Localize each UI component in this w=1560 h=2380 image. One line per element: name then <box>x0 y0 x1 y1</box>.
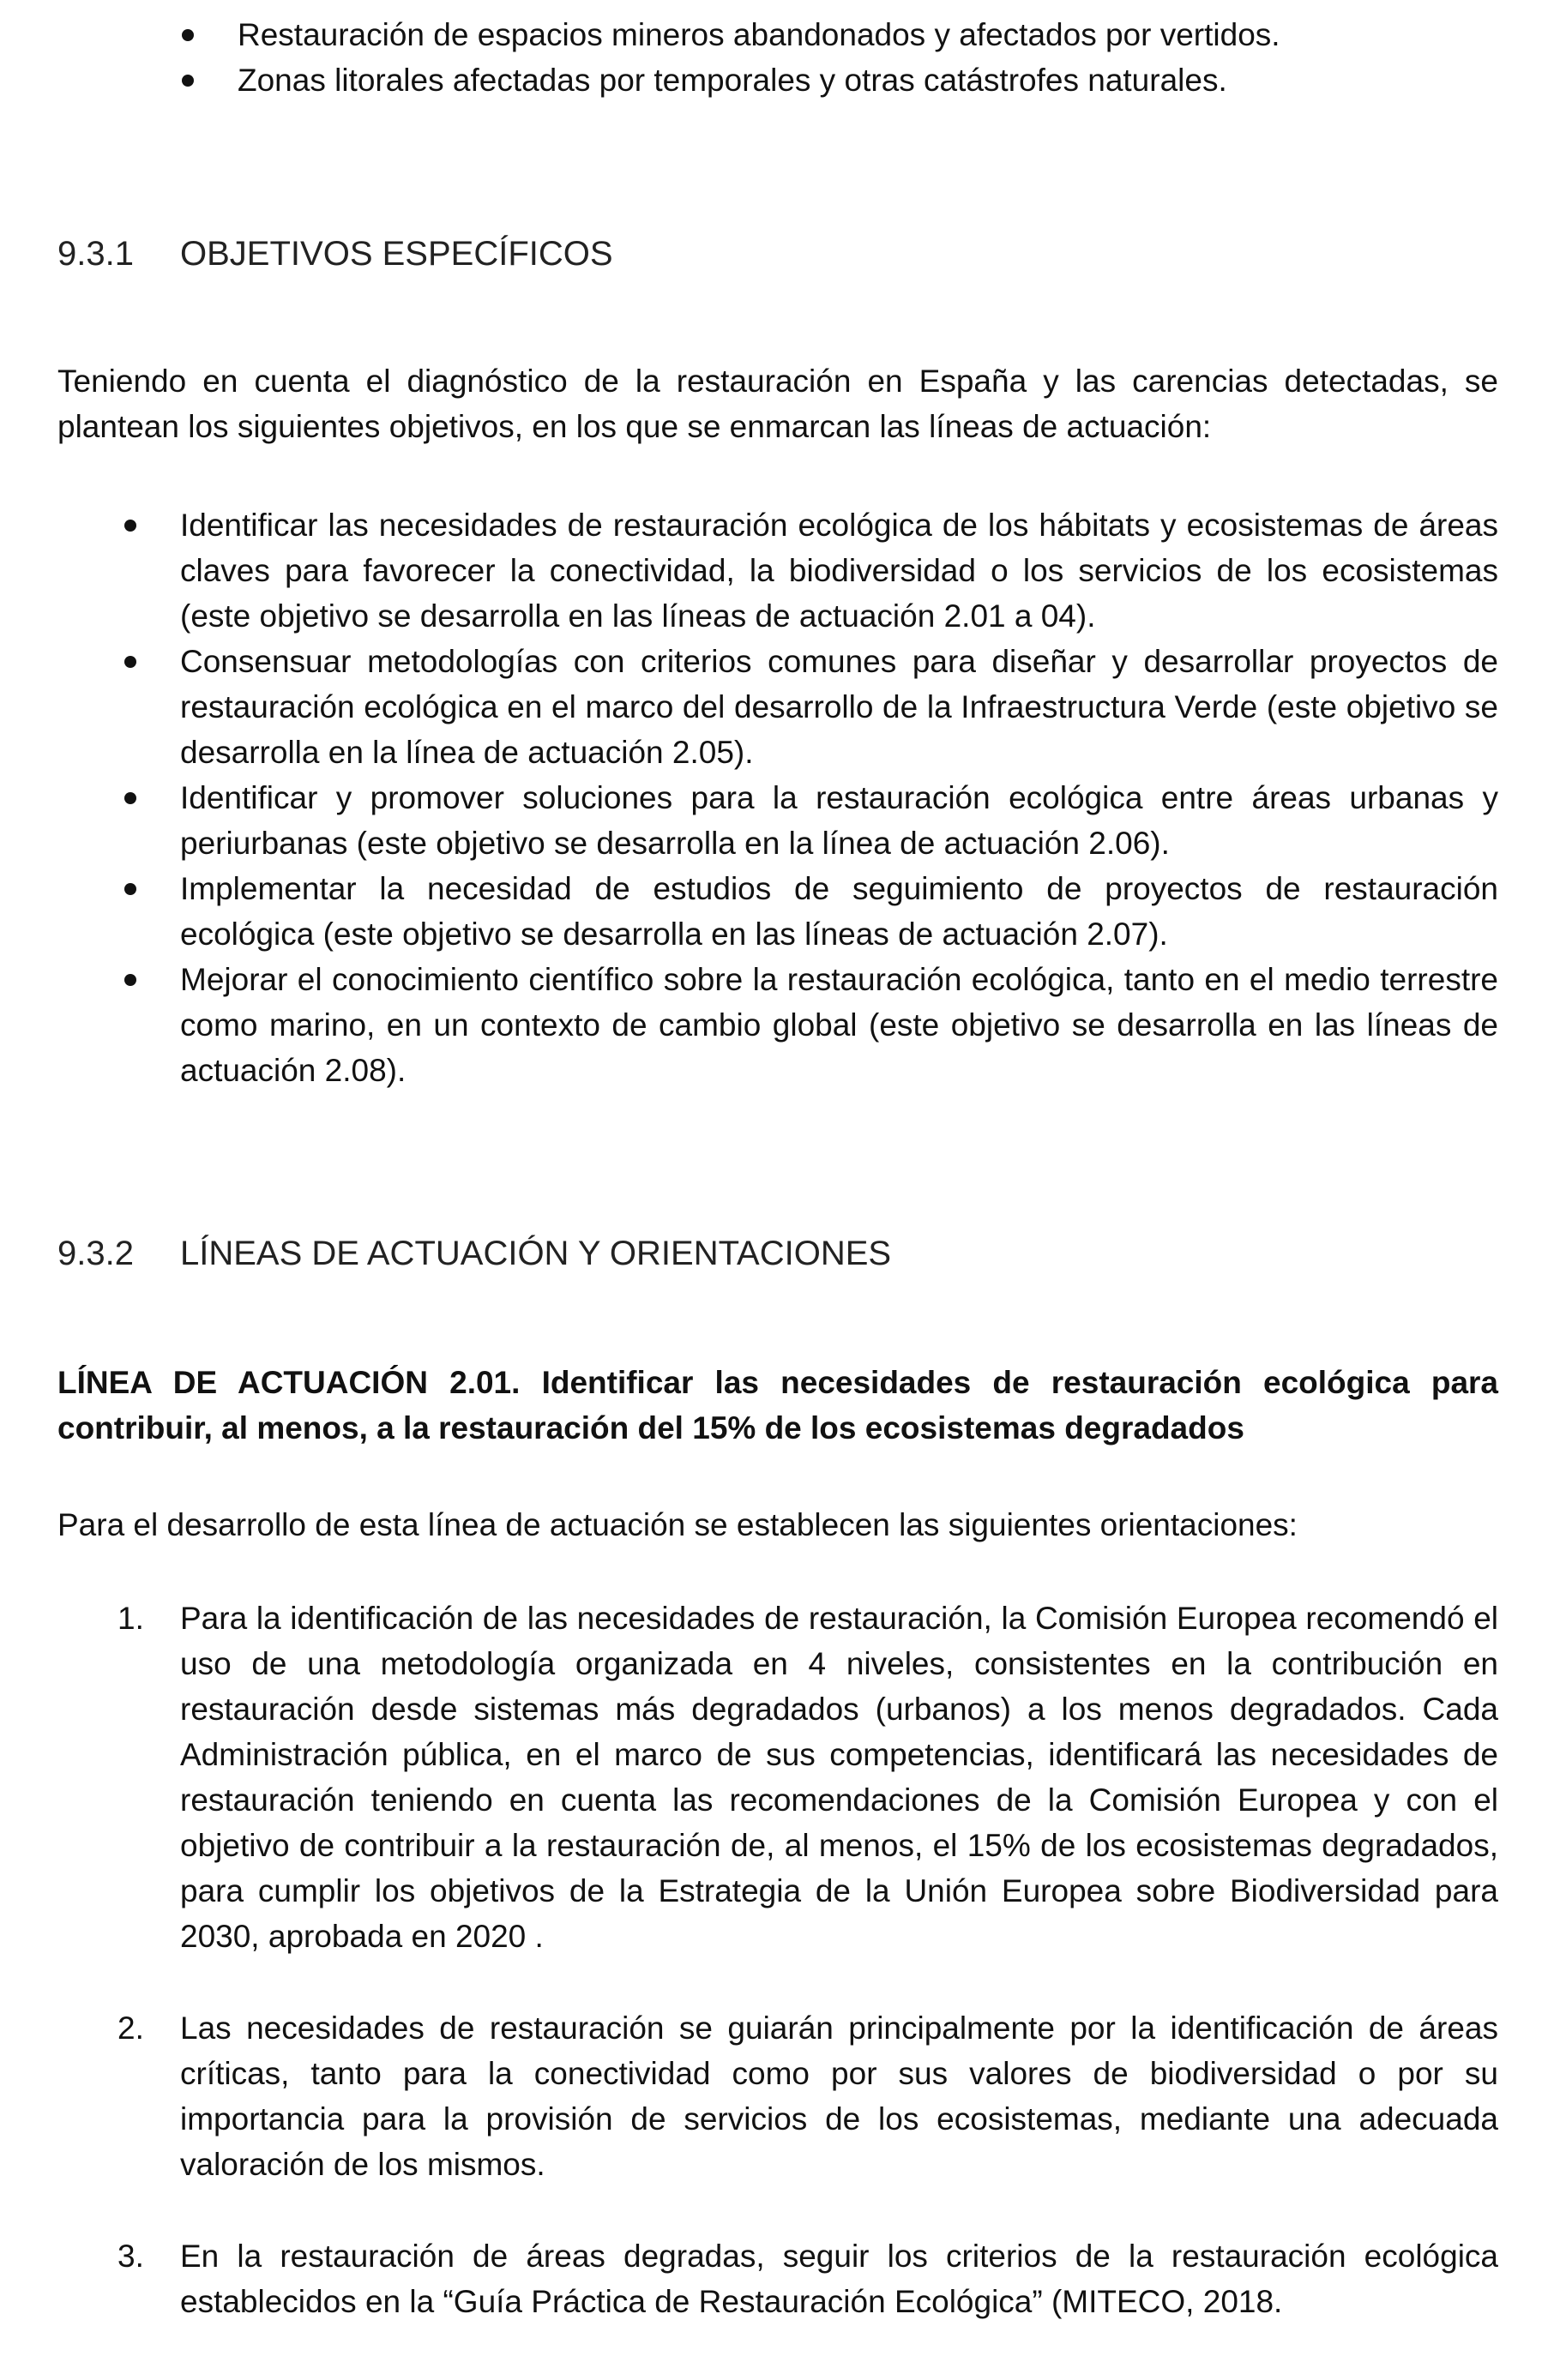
orientations-list <box>57 1596 1498 1959</box>
list-item-number: 1. <box>117 1601 144 1636</box>
list-item <box>57 502 1498 639</box>
list-item <box>57 57 1498 103</box>
list-item <box>57 639 1498 775</box>
list-item <box>57 1596 1498 1959</box>
list-item-text: Zonas litorales afectadas por temporales y otras catástrofes naturales. <box>238 63 1227 98</box>
list-item-text: Identificar y promover soluciones para la restauración ecológica entre áreas urbanas y periurbanas (este objetivo se desarrolla en la línea de actuación 2.06). <box>180 780 1498 861</box>
list-item-text: Implementar la necesidad de estudios de seguimiento de proyectos de restauración ecológica (este objetivo se desarrolla en las líneas de actuación 2.07). <box>180 871 1498 952</box>
list-item-text: Consensuar metodologías con criterios comunes para diseñar y desarrollar proyectos de restauración ecológica en el marco del desarrollo de la Infraestructura Verde (este objetivo se desarrolla en la línea de actuación 2.05). <box>180 644 1498 770</box>
top-bullet-list <box>57 12 1498 103</box>
list-item-number: 3. <box>117 2239 144 2274</box>
bullet-icon <box>124 656 136 668</box>
list-item <box>57 2005 1498 2187</box>
section-title: OBJETIVOS ESPECÍFICOS <box>180 235 613 273</box>
list-item-text: Restauración de espacios mineros abandonados y afectados por vertidos. <box>238 17 1280 52</box>
section-number: 9.3.1 <box>57 235 134 273</box>
list-item <box>57 866 1498 957</box>
list-item-text: Para la identificación de las necesidades de restauración, la Comisión Europea recomendó el uso de una metodología organizada en 4 niveles, consistentes en la contribución en restauración desde sistemas más degradados (urbanos) a los menos degradados. Cada Administración pública, en el marco de sus competencias, identificará las necesidades de restauración teniendo en cuenta las recomendaciones de la Comisión Europea y con el objetivo de contribuir a la restauración de, al menos, el 15% de los ecosistemas degradados, para cumplir los objetivos de la Estrategia de la Unión Europea sobre Biodiversidad para 2030, aprobada en 2020 . <box>180 1601 1498 1954</box>
list-item-text: Mejorar el conocimiento científico sobre la restauración ecológica, tanto en el medio terrestre como marino, en un contexto de cambio global (este objetivo se desarrolla en las líneas de actuación 2.08). <box>180 962 1498 1088</box>
bullet-icon <box>124 974 136 986</box>
objectives-list <box>57 502 1498 1093</box>
bullet-icon <box>182 75 194 87</box>
list-item <box>57 2233 1498 2324</box>
action-line-intro: Para el desarrollo de esta línea de actuación se establecen las siguientes orientaciones: <box>57 1507 1298 1542</box>
orientations-list <box>57 2233 1498 2324</box>
list-item <box>57 775 1498 866</box>
bullet-icon <box>182 29 194 41</box>
list-item <box>57 12 1498 57</box>
section-title: LÍNEAS DE ACTUACIÓN Y ORIENTACIONES <box>180 1235 892 1272</box>
section-heading-932 <box>57 1231 891 1276</box>
list-item-text: Las necesidades de restauración se guiarán principalmente por la identificación de áreas críticas, tanto para la conectividad como por sus valores de biodiversidad o por su importancia para la provisión de servicios de los ecosistemas, mediante una adecuada valoración de los mismos. <box>180 2010 1498 2182</box>
section-number: 9.3.2 <box>57 1235 134 1272</box>
list-item-number: 2. <box>117 2010 144 2046</box>
objectives-intro: Teniendo en cuenta el diagnóstico de la restauración en España y las carencias detectadas, se plantean los siguientes objetivos, en los que se enmarcan las líneas de actuación: <box>57 364 1498 444</box>
section-heading-931 <box>57 231 613 276</box>
bullet-icon <box>124 792 136 804</box>
action-line-title: LÍNEA DE ACTUACIÓN 2.01. Identificar las necesidades de restauración ecológica para contribuir, al menos, a la restauración del 15% de los ecosistemas degradados <box>57 1365 1498 1445</box>
bullet-icon <box>124 883 136 895</box>
bullet-icon <box>124 520 136 532</box>
list-item-text: En la restauración de áreas degradas, seguir los criterios de la restauración ecológica establecidos en la “Guía Práctica de Restauración Ecológica” (MITECO, 2018. <box>180 2239 1498 2319</box>
list-item-text: Identificar las necesidades de restauración ecológica de los hábitats y ecosistemas de áreas claves para favorecer la conectividad, la biodiversidad o los servicios de los ecosistemas (este objetivo se desarrolla en las líneas de actuación 2.01 a 04). <box>180 508 1498 634</box>
orientations-list <box>57 2005 1498 2187</box>
list-item <box>57 957 1498 1093</box>
